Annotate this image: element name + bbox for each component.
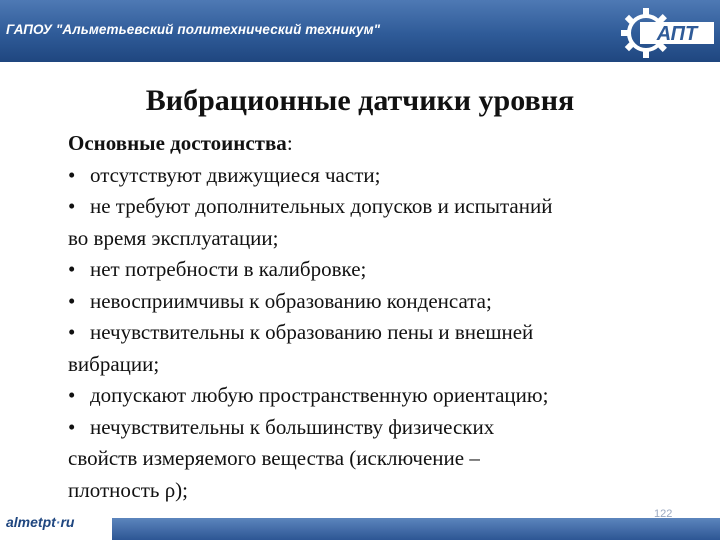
list-item-continuation: свойств измеряемого вещества (исключение – (68, 446, 480, 470)
footer-band (110, 518, 720, 540)
list-item-text: отсутствуют движущиеся части; (90, 162, 381, 187)
list-item-continuation: плотность ρ); (68, 477, 189, 502)
lead-label: Основные достоинства (68, 131, 287, 155)
page-number: 122 (654, 508, 673, 520)
list-item (68, 160, 688, 192)
gear-logo-icon (616, 6, 716, 60)
logo-text: АПТ (656, 23, 698, 45)
site-tld-text: ru (60, 514, 75, 530)
footer-site-name[interactable] (6, 514, 74, 530)
list-item-text: допускают любую пространственную ориентацию; (90, 383, 549, 407)
bullet: • (68, 320, 76, 344)
list-item-text: нечувствительны к большинству физических (90, 414, 495, 439)
slide-title: Вибрационные датчики уровня (145, 84, 575, 117)
list-item (68, 254, 688, 286)
header-bar (0, 0, 720, 62)
site-dot: · (55, 514, 61, 530)
list-item (68, 317, 688, 349)
lead-line (68, 128, 688, 160)
list-item-text: невосприимчивы к образованию конденсата; (90, 288, 492, 313)
bullet: • (68, 162, 76, 187)
footer (0, 508, 720, 540)
bullet: • (68, 257, 76, 281)
list-item (68, 412, 688, 444)
lead-suffix: : (286, 131, 293, 155)
slide-body (68, 128, 688, 506)
list-item-continuation: вибрации; (68, 351, 160, 376)
list-item (68, 380, 688, 412)
bullet: • (68, 414, 76, 439)
list-item-continuation: во время эксплуатации; (68, 225, 279, 250)
list-item (68, 286, 688, 318)
bullet: • (68, 383, 76, 407)
footer-site-area (0, 508, 112, 540)
header-title: ГАПОУ "Альметьевский политехнический техникум" (6, 22, 381, 37)
bullet: • (68, 194, 76, 218)
list-item-text: не требуют дополнительных допусков и испытаний (90, 194, 553, 218)
site-name-text: almetpt (6, 514, 56, 530)
list-item-text: нечувствительны к образованию пены и внешней (90, 320, 534, 344)
list-item-text: нет потребности в калибровке; (90, 257, 367, 281)
bullet: • (68, 288, 76, 313)
list-item (68, 191, 688, 223)
